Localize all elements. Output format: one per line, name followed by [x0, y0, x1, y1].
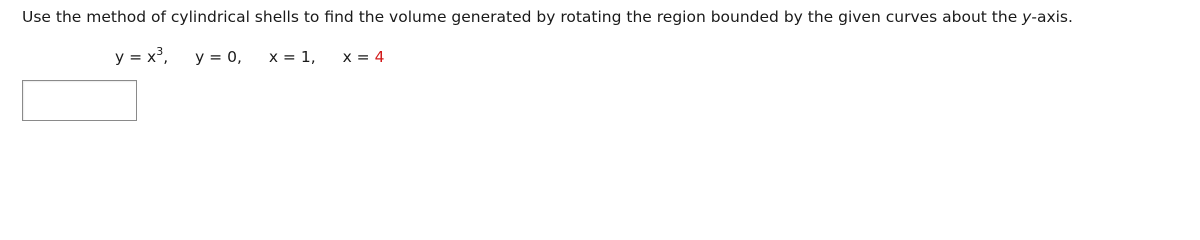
equation-x-equals-4: [343, 46, 385, 68]
given-curves: [115, 46, 406, 68]
equation-1-exponent: 3: [156, 45, 164, 58]
equation-4-value-highlight: 4: [374, 48, 385, 66]
answer-input[interactable]: [22, 80, 137, 121]
equation-x-equals-1: x = 1,: [268, 48, 316, 66]
equation-y-equals-x-cubed: [115, 46, 168, 68]
question-axis-variable: y: [1022, 8, 1032, 26]
question-text-start: Use the method of cylindrical shells to find the volume generated by rotating the region bounded by the given curves about the: [22, 8, 1023, 26]
equation-y-equals-0: y = 0,: [195, 48, 242, 66]
equation-4-lhs: x =: [342, 48, 375, 66]
equation-1-lhs: y = x: [115, 48, 157, 66]
question-text-end: -axis.: [1031, 8, 1073, 26]
question-text: [22, 7, 1073, 27]
equation-1-comma: ,: [163, 48, 169, 66]
